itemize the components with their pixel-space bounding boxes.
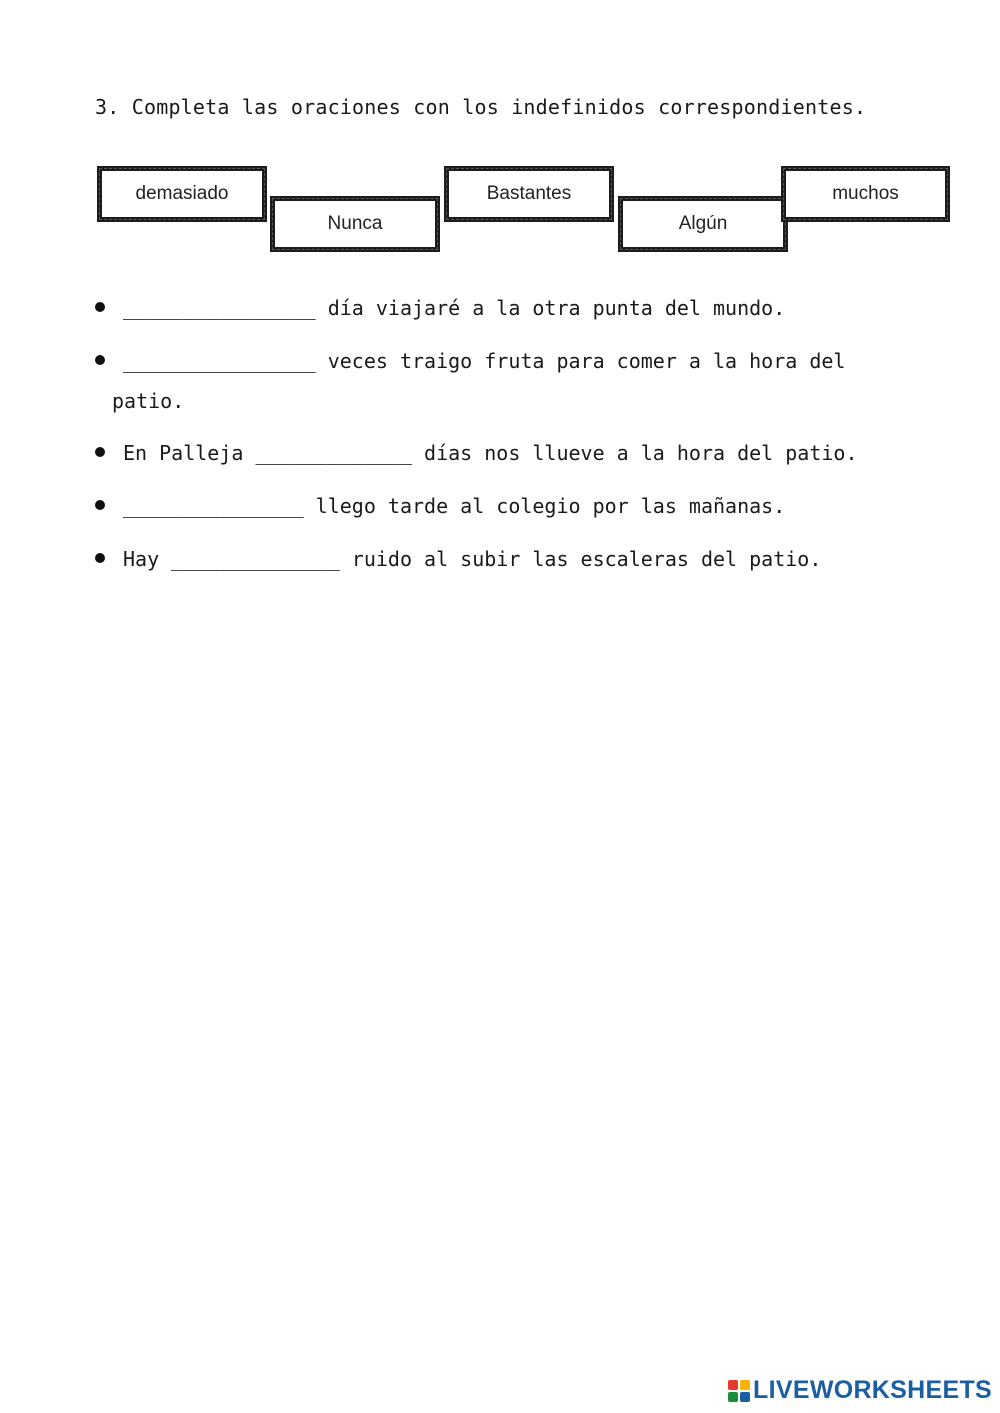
word-box-nunca[interactable]: Nunca [270,196,440,252]
sentence-4 [95,494,785,518]
bullet-icon [95,553,105,563]
logo-text: LIVEWORKSHEETS [753,1376,992,1404]
sentence-text: _______________ llego tarde al colegio por las mañanas. [123,494,786,518]
word-box-algun[interactable]: Algún [618,196,788,252]
sentence-2 [95,349,845,373]
word-box-demasiado[interactable]: demasiado [97,166,267,222]
sentence-text: En Palleja _____________ días nos llueve a la hora del patio. [123,441,858,465]
sentence-text: Hay ______________ ruido al subir las escaleras del patio. [123,547,822,571]
sentence-1 [95,296,785,320]
instruction-text: 3. Completa las oraciones con los indefinidos correspondientes. [95,95,867,119]
bullet-icon [95,500,105,510]
sentence-3 [95,441,858,465]
sentence-5 [95,547,821,571]
bullet-icon [95,355,105,365]
sentence-text: ________________ día viajaré a la otra punta del mundo. [123,296,786,320]
liveworksheets-logo [728,1376,992,1405]
logo-squares-icon [728,1380,750,1402]
word-box-muchos[interactable]: muchos [781,166,950,222]
sentence-2-continuation: patio. [112,389,185,413]
bullet-icon [95,447,105,457]
word-box-bastantes[interactable]: Bastantes [444,166,614,222]
bullet-icon [95,302,105,312]
sentence-text: ________________ veces traigo fruta para comer a la hora del [123,349,846,373]
